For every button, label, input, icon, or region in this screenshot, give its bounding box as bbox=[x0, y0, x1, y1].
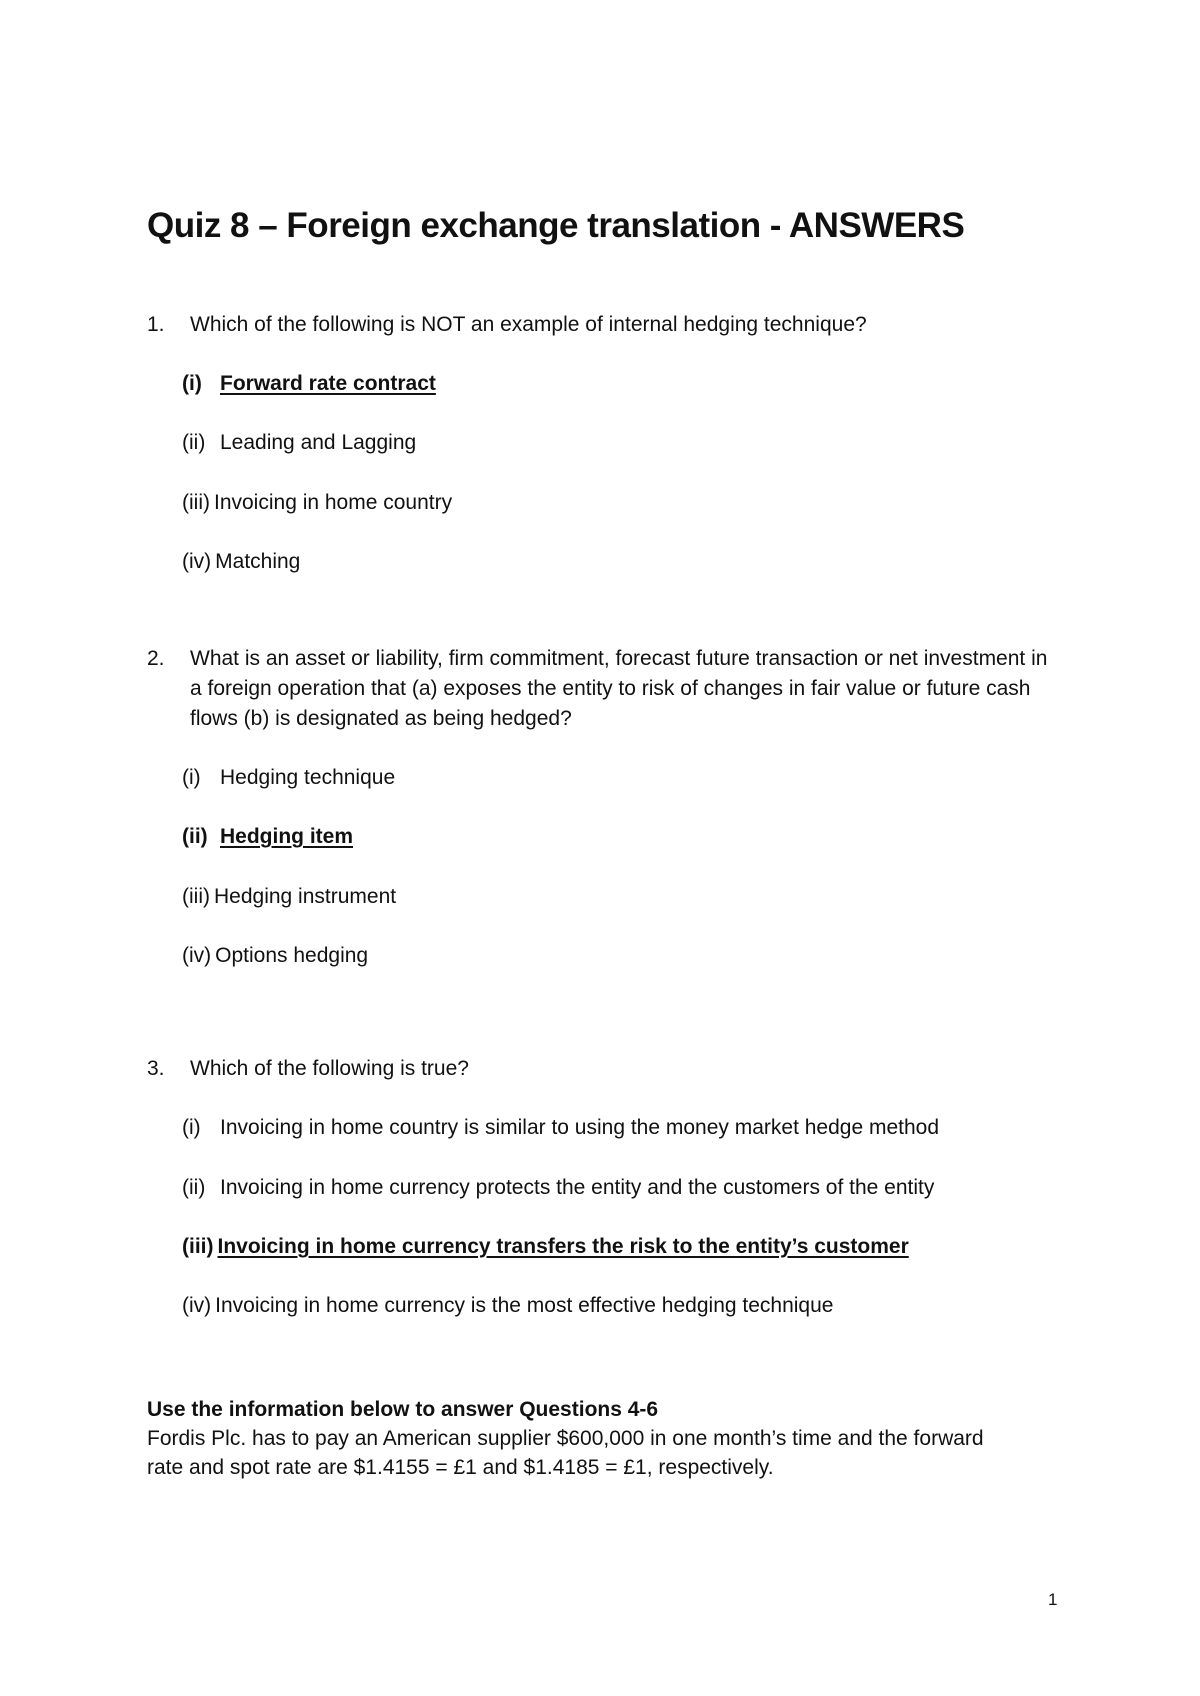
option-text: Hedging instrument bbox=[213, 885, 397, 908]
option-number: (iv) bbox=[182, 944, 212, 967]
question-2 bbox=[147, 644, 1048, 730]
option-text: Hedging item bbox=[220, 825, 354, 848]
option-number: (iv) bbox=[182, 1294, 212, 1317]
option-text: Invoicing in home currency protects the entity and the customers of the entity bbox=[220, 1176, 935, 1199]
info-line-2: rate and spot rate are $1.4155 = £1 and $1.4185 = £1, respectively. bbox=[147, 1456, 774, 1479]
option-number: (ii) bbox=[182, 1176, 206, 1199]
question-1 bbox=[147, 310, 1047, 340]
question-text: What is an asset or liability, firm commitment, forecast future transaction or net investment in a foreign operation that (a) exposes the entity to risk of changes in fair value or future cash flows (b) is designated as being hedged? bbox=[190, 647, 1048, 730]
option-number: (i) bbox=[182, 1116, 201, 1139]
option-text: Options hedging bbox=[215, 944, 369, 967]
option-number: (iii) bbox=[182, 885, 210, 908]
info-block bbox=[147, 1395, 1067, 1482]
option-text: Invoicing in home country bbox=[213, 491, 453, 514]
option-number: (i) bbox=[182, 766, 201, 789]
question-text: Which of the following is NOT an example of internal hedging technique? bbox=[190, 313, 867, 336]
question-3-option-iii bbox=[182, 1232, 909, 1262]
page-number: 1 bbox=[1048, 1590, 1058, 1609]
question-2-option-iii bbox=[182, 882, 396, 912]
question-text: Which of the following is true? bbox=[190, 1057, 469, 1080]
question-3-option-i bbox=[182, 1113, 939, 1143]
option-text: Invoicing in home currency transfers the risk to the entity’s customer bbox=[217, 1235, 909, 1258]
info-line-1: Fordis Plc. has to pay an American supplier $600,000 in one month’s time and the forward bbox=[147, 1427, 984, 1450]
option-number: (iii) bbox=[182, 491, 210, 514]
page-title: Quiz 8 – Foreign exchange translation - ANSWERS bbox=[147, 206, 965, 245]
question-number: 1. bbox=[147, 313, 165, 336]
question-2-option-ii bbox=[182, 822, 353, 852]
option-number: (ii) bbox=[182, 431, 206, 454]
option-text: Invoicing in home country is similar to using the money market hedge method bbox=[220, 1116, 940, 1139]
question-2-option-i bbox=[182, 763, 395, 793]
option-text: Forward rate contract bbox=[220, 372, 436, 395]
question-1-option-ii bbox=[182, 428, 416, 458]
question-3-option-iv bbox=[182, 1291, 833, 1321]
question-2-option-iv bbox=[182, 941, 368, 971]
info-heading: Use the information below to answer Questions 4-6 bbox=[147, 1398, 659, 1421]
option-text: Leading and Lagging bbox=[220, 431, 417, 454]
question-3 bbox=[147, 1054, 1047, 1084]
option-number: (i) bbox=[182, 372, 202, 395]
option-number: (ii) bbox=[182, 825, 208, 848]
question-number: 2. bbox=[147, 647, 165, 670]
question-3-option-ii bbox=[182, 1173, 934, 1203]
option-number: (iv) bbox=[182, 550, 212, 573]
question-1-option-i bbox=[182, 369, 436, 399]
option-text: Invoicing in home currency is the most effective hedging technique bbox=[215, 1294, 834, 1317]
option-text: Matching bbox=[215, 550, 301, 573]
question-number: 3. bbox=[147, 1057, 165, 1080]
question-1-option-iv bbox=[182, 547, 300, 577]
question-1-option-iii bbox=[182, 488, 452, 518]
option-number: (iii) bbox=[182, 1235, 214, 1258]
option-text: Hedging technique bbox=[220, 766, 396, 789]
